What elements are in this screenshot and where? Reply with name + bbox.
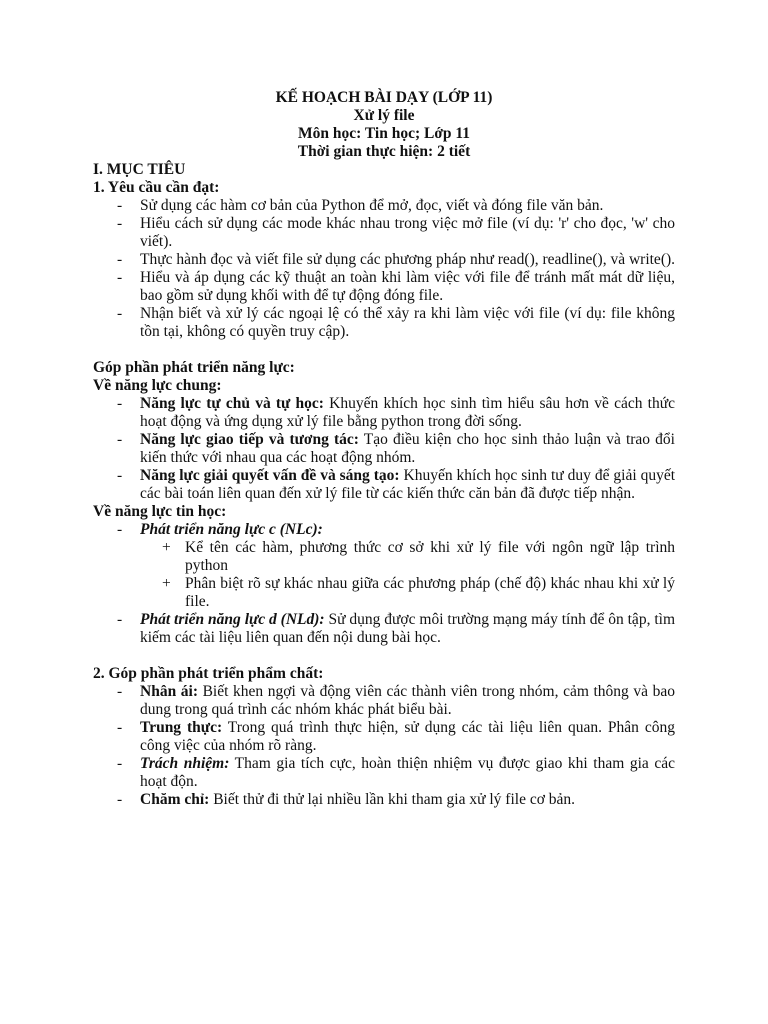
list-item xyxy=(93,791,675,809)
item-label: Trung thực: xyxy=(140,719,223,736)
list-item xyxy=(93,683,675,719)
competence-heading: Góp phần phát triển năng lực: xyxy=(93,359,295,376)
list-item xyxy=(93,755,675,791)
item-label: Nhân ái: xyxy=(140,683,198,700)
item-text: Biết thử đi thử lại nhiều lần khi tham gia xử lý file cơ bản. xyxy=(209,791,576,808)
list-item xyxy=(93,719,675,755)
list-item xyxy=(93,395,675,431)
item-text: Khuyến khích học sinh tư duy để giải quyết các bài toán liên quan đến xử lý file từ các kiến thức căn bản đã được tiếp nhận. xyxy=(140,467,676,502)
item-label: Năng lực giao tiếp và tương tác: xyxy=(140,431,359,448)
requirements-list xyxy=(93,197,675,341)
document-content xyxy=(93,89,675,809)
duration-line: Thời gian thực hiện: 2 tiết xyxy=(297,143,471,160)
list-item: - Nhận biết và xử lý các ngoại lệ có thể xảy ra khi làm việc với file (ví dụ: file không tồn tại, không có quyền truy cập). xyxy=(93,305,675,341)
item-text: Sử dụng được môi trường mạng máy tính để ôn tập, tìm kiếm các tài liệu liên quan đến nội dung bài học. xyxy=(140,611,675,646)
item-text: Khuyến khích học sinh tìm hiểu sâu hơn về cách thức hoạt động và ứng dụng xử lý file bằng python trong đời sống. xyxy=(140,395,676,430)
spacer xyxy=(93,647,675,665)
it-competence-heading: Về năng lực tin học: xyxy=(93,503,227,520)
list-item: - Hiểu cách sử dụng các mode khác nhau trong việc mở file (ví dụ: 'r' cho đọc, 'w' cho viết). xyxy=(93,215,675,251)
list-item: - Hiểu và áp dụng các kỹ thuật an toàn khi làm việc với file để tránh mất mát dữ liệu, bao gồm sử dụng khối with để tự động đóng file. xyxy=(93,269,675,305)
item-label: Phát triển năng lực c (NLc): xyxy=(140,521,323,538)
lesson-topic: Xử lý file xyxy=(353,107,415,124)
list-item xyxy=(93,521,675,611)
list-item: - Thực hành đọc và viết file sử dụng các phương pháp như read(), readline(), và write(). xyxy=(93,251,675,269)
qualities-list xyxy=(93,683,675,809)
item-text: Tạo điều kiện cho học sinh thảo luận và trao đổi kiến thức với nhau qua các hoạt động nhóm. xyxy=(140,431,675,466)
list-item: - Sử dụng các hàm cơ bản của Python để mở, đọc, viết và đóng file văn bản. xyxy=(93,197,675,215)
item-label: Chăm chỉ: xyxy=(140,791,210,808)
item-text: Trong quá trình thực hiện, sử dụng các tài liệu liên quan. Phân công công việc của nhóm rõ ràng. xyxy=(140,719,675,754)
qualities-heading: 2. Góp phần phát triển phẩm chất: xyxy=(93,665,324,682)
list-item xyxy=(93,467,675,503)
list-item xyxy=(93,431,675,467)
it-competence-list xyxy=(93,521,675,647)
spacer xyxy=(93,341,675,359)
list-item xyxy=(93,611,675,647)
document-title: KẾ HOẠCH BÀI DẠY (LỚP 11) xyxy=(275,89,493,106)
general-competence-heading: Về năng lực chung: xyxy=(93,377,222,394)
sub-list-item: + Phân biệt rõ sự khác nhau giữa các phương pháp (chế độ) khác nhau khi xử lý file. xyxy=(140,575,675,611)
item-label: Năng lực giải quyết vấn đề và sáng tạo: xyxy=(140,467,400,484)
requirements-heading: 1. Yêu cầu cần đạt: xyxy=(93,179,220,196)
item-label: Năng lực tự chủ và tự học: xyxy=(140,395,324,412)
section-heading-objectives: I. MỤC TIÊU xyxy=(93,161,186,178)
item-text: Tham gia tích cực, hoàn thiện nhiệm vụ được giao khi tham gia các hoạt độn. xyxy=(140,755,675,790)
general-competence-list xyxy=(93,395,675,503)
sub-list-item: + Kể tên các hàm, phương thức cơ sở khi xử lý file với ngôn ngữ lập trình python xyxy=(140,539,675,575)
nlc-sublist xyxy=(140,539,675,611)
item-label: Phát triển năng lực d (NLd): xyxy=(140,611,325,628)
item-label: Trách nhiệm: xyxy=(140,755,230,772)
item-text: Biết khen ngợi và động viên các thành viên trong nhóm, cảm thông và bao dung trong quá trình các nhóm khác phát biểu bài. xyxy=(140,683,675,718)
subject-line: Môn học: Tin học; Lớp 11 xyxy=(297,125,471,142)
